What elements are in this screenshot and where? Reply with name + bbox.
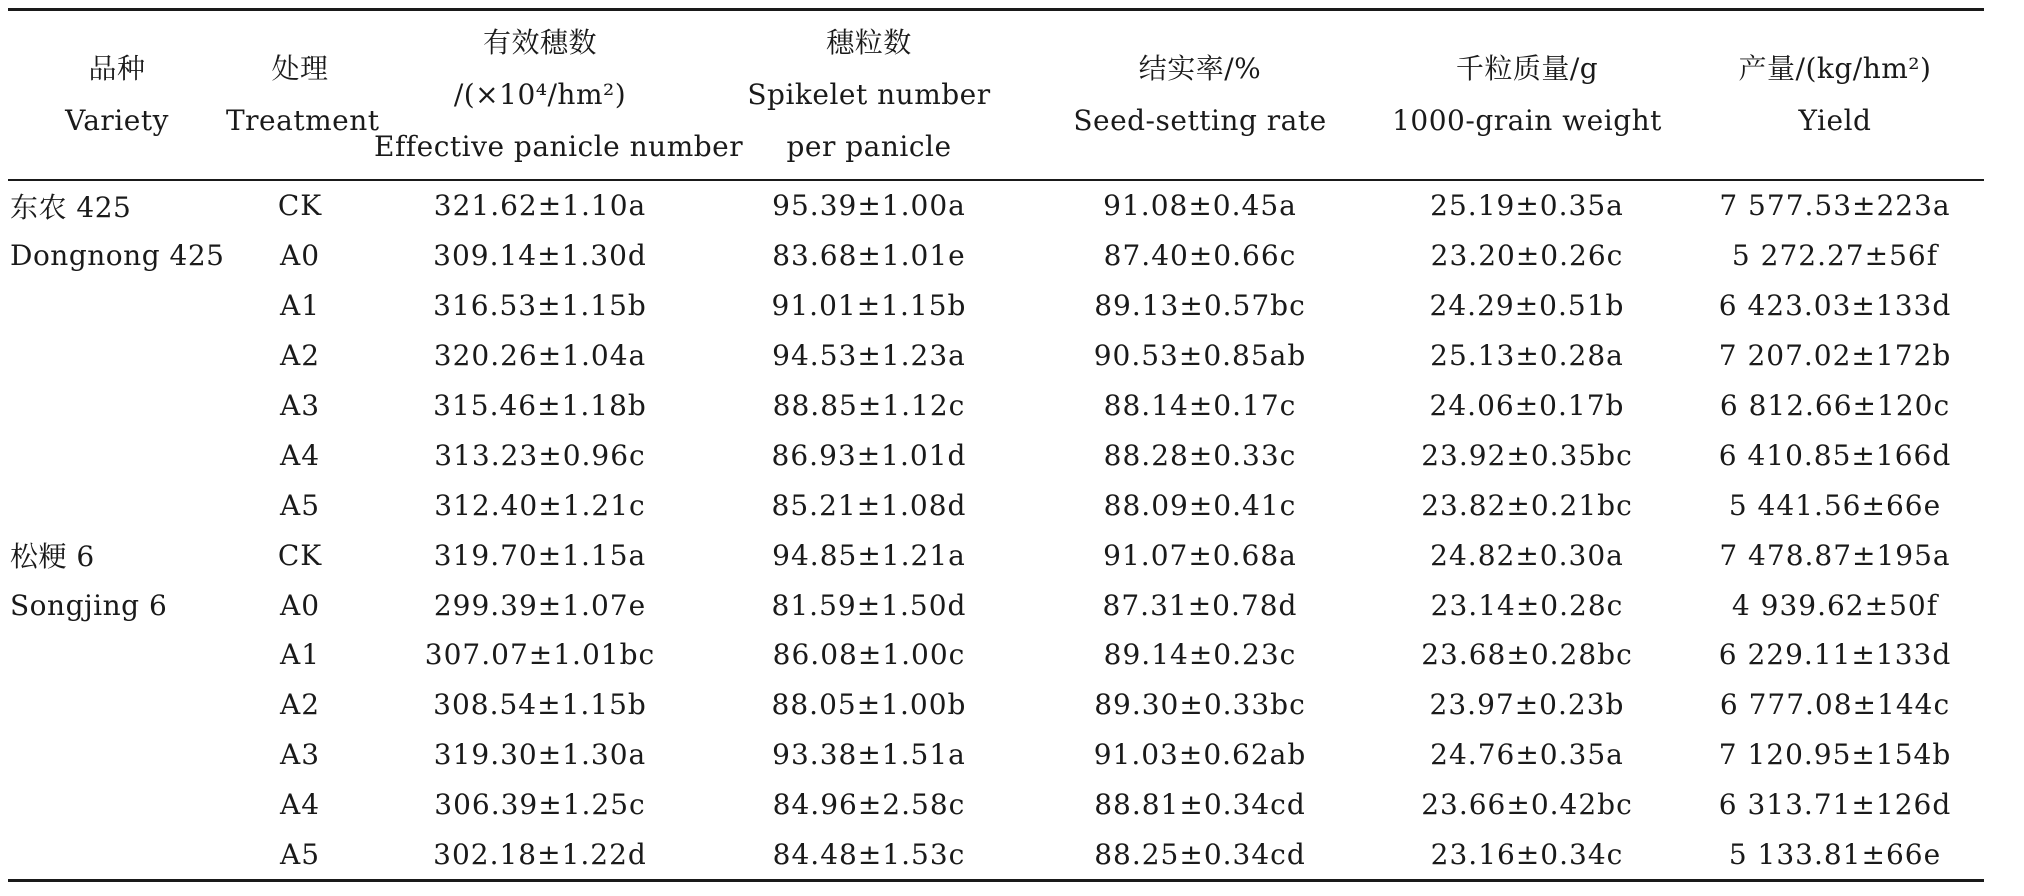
header-line: 1000-grain weight xyxy=(1392,104,1662,137)
cell-seed-setting: 87.31±0.78d xyxy=(1102,588,1298,622)
cell-spikelets: 84.96±2.58c xyxy=(772,788,966,822)
cell-treatment: A2 xyxy=(279,688,321,722)
cell-yield: 6 229.11±133d xyxy=(1718,638,1952,672)
table-row xyxy=(8,281,1984,331)
cell-treatment: A5 xyxy=(226,830,374,881)
table-header xyxy=(8,10,1984,181)
cell-yield: 6 812.66±120c xyxy=(1719,389,1951,422)
cell-treatment: A5 xyxy=(279,488,321,522)
cell-panicles: 320.26±1.04a xyxy=(433,339,647,373)
cell-panicles: 299.39±1.07e xyxy=(433,588,647,622)
table-row xyxy=(8,231,1984,281)
cell-grain-weight: 24.82±0.30a xyxy=(1430,538,1624,572)
cell-variety: 松粳 6 xyxy=(10,540,95,574)
cell-yield: 5 272.27±56f xyxy=(1731,239,1939,273)
cell-seed-setting: 91.08±0.45a xyxy=(1103,189,1297,223)
cell-spikelets: 91.01±1.15b xyxy=(771,289,967,323)
yield-components-table xyxy=(8,8,1984,882)
header-seed-setting-rate xyxy=(1032,10,1368,181)
cell-variety xyxy=(8,381,226,431)
cell-seed-setting: 88.09±0.41c xyxy=(1103,488,1297,522)
cell-spikelets: 95.39±1.00a xyxy=(772,189,966,223)
cell-panicles: 308.54±1.15b xyxy=(433,688,647,722)
cell-grain-weight: 23.92±0.35bc xyxy=(1421,438,1633,472)
cell-panicles: 306.39±1.25c xyxy=(434,788,646,822)
cell-yield: 6 410.85±166d xyxy=(1718,438,1952,472)
header-grain-weight xyxy=(1368,10,1686,181)
cell-panicles: 319.70±1.15a xyxy=(433,538,647,572)
cell-yield: 6 777.08±144c xyxy=(1719,688,1951,722)
cell-grain-weight: 24.76±0.35a xyxy=(1430,738,1624,772)
cell-variety xyxy=(8,630,226,680)
cell-variety xyxy=(8,480,226,530)
cell-yield: 6 423.03±133d xyxy=(1718,289,1952,323)
cell-seed-setting: 87.40±0.66c xyxy=(1103,239,1297,273)
cell-seed-setting: 89.13±0.57bc xyxy=(1094,289,1306,323)
cell-grain-weight: 23.16±0.34c xyxy=(1368,830,1686,881)
cell-grain-weight: 23.20±0.26c xyxy=(1430,239,1624,273)
table-row xyxy=(8,680,1984,730)
cell-yield: 7 120.95±154b xyxy=(1718,738,1952,772)
cell-spikelets: 84.48±1.53c xyxy=(706,830,1032,881)
cell-panicles: 307.07±1.01bc xyxy=(424,638,656,672)
table-row xyxy=(8,430,1984,480)
cell-seed-setting: 88.14±0.17c xyxy=(1103,389,1297,422)
header-line: 产量/(kg/hm²) xyxy=(1738,52,1932,85)
header-treatment xyxy=(226,10,380,181)
header-line: 处理 xyxy=(271,52,329,85)
table-row xyxy=(8,180,1984,231)
cell-spikelets: 86.08±1.00c xyxy=(772,638,966,672)
table-row xyxy=(8,530,1984,580)
header-row xyxy=(8,10,1984,181)
cell-panicles: 309.14±1.30d xyxy=(433,239,647,273)
header-effective-panicle-number xyxy=(374,10,744,181)
cell-seed-setting: 88.81±0.34cd xyxy=(1094,788,1306,822)
table-row xyxy=(8,480,1984,530)
header-line: /(×10⁴/hm²) xyxy=(453,78,627,111)
cell-seed-setting: 91.03±0.62ab xyxy=(1093,738,1307,772)
cell-variety xyxy=(8,780,226,830)
cell-variety: Songjing 6 xyxy=(10,588,168,622)
header-line: Treatment xyxy=(226,104,380,137)
header-spikelet-number xyxy=(706,10,1032,181)
cell-seed-setting: 90.53±0.85ab xyxy=(1093,339,1307,373)
cell-yield: 7 207.02±172b xyxy=(1718,339,1952,373)
header-line: 品种 xyxy=(88,52,146,85)
cell-variety: 东农 425 xyxy=(10,190,132,224)
cell-spikelets: 88.05±1.00b xyxy=(771,688,967,722)
table-row xyxy=(8,830,1984,881)
cell-spikelets: 93.38±1.51a xyxy=(772,738,966,772)
cell-yield: 4 939.62±50f xyxy=(1731,588,1939,622)
cell-treatment: A4 xyxy=(279,788,321,822)
cell-variety xyxy=(8,430,226,480)
header-line: Seed-setting rate xyxy=(1073,104,1327,137)
header-line: 千粒质量/g xyxy=(1455,52,1599,85)
cell-grain-weight: 25.13±0.28a xyxy=(1430,339,1624,373)
cell-panicles: 315.46±1.18b xyxy=(433,389,647,422)
header-line: Yield xyxy=(1798,104,1872,137)
cell-yield: 5 133.81±66e xyxy=(1686,830,1984,881)
header-line: 结实率/% xyxy=(1138,52,1262,85)
cell-spikelets: 83.68±1.01e xyxy=(772,239,966,273)
cell-grain-weight: 23.66±0.42bc xyxy=(1421,788,1633,822)
cell-panicles: 319.30±1.30a xyxy=(433,738,647,772)
cell-treatment: A3 xyxy=(279,389,321,422)
cell-treatment: A0 xyxy=(279,239,321,273)
header-line: Effective panicle number xyxy=(374,130,744,163)
cell-treatment: CK xyxy=(277,189,323,223)
cell-variety xyxy=(8,680,226,730)
cell-seed-setting: 89.30±0.33bc xyxy=(1094,688,1306,722)
header-variety xyxy=(8,10,226,181)
cell-seed-setting: 88.28±0.33c xyxy=(1103,438,1297,472)
cell-spikelets: 86.93±1.01d xyxy=(771,438,967,472)
table-body xyxy=(8,180,1984,881)
cell-grain-weight: 25.19±0.35a xyxy=(1430,189,1624,223)
cell-variety xyxy=(8,830,226,881)
cell-grain-weight: 23.14±0.28c xyxy=(1430,588,1624,622)
table-row xyxy=(8,381,1984,431)
cell-grain-weight: 23.68±0.28bc xyxy=(1421,638,1633,672)
cell-treatment: A4 xyxy=(279,438,321,472)
cell-grain-weight: 23.97±0.23b xyxy=(1429,688,1625,722)
header-line: 穗粒数 xyxy=(826,26,912,59)
cell-seed-setting: 89.14±0.23c xyxy=(1103,638,1297,672)
cell-variety xyxy=(8,281,226,331)
header-line: Spikelet number xyxy=(747,78,991,111)
cell-treatment: A1 xyxy=(279,638,321,672)
cell-spikelets: 94.85±1.21a xyxy=(772,538,966,572)
header-line: 有效穗数 xyxy=(482,26,597,59)
cell-panicles: 302.18±1.22d xyxy=(374,830,706,881)
table-row xyxy=(8,630,1984,680)
cell-spikelets: 81.59±1.50d xyxy=(771,588,967,622)
header-line: per panicle xyxy=(786,130,952,163)
cell-treatment: A0 xyxy=(279,588,321,622)
cell-variety: Dongnong 425 xyxy=(10,239,225,273)
cell-treatment: A2 xyxy=(279,339,321,373)
header-line: Variety xyxy=(65,104,169,137)
cell-panicles: 321.62±1.10a xyxy=(433,189,647,223)
cell-panicles: 313.23±0.96c xyxy=(434,438,646,472)
cell-spikelets: 94.53±1.23a xyxy=(772,339,966,373)
cell-yield: 7 577.53±223a xyxy=(1719,189,1951,223)
cell-grain-weight: 23.82±0.21bc xyxy=(1421,488,1633,522)
table-row xyxy=(8,580,1984,630)
cell-treatment: A1 xyxy=(279,289,321,323)
cell-treatment: A3 xyxy=(279,738,321,772)
header-yield xyxy=(1686,10,1984,181)
cell-yield: 7 478.87±195a xyxy=(1719,538,1951,572)
cell-grain-weight: 24.29±0.51b xyxy=(1429,289,1625,323)
cell-grain-weight: 24.06±0.17b xyxy=(1429,389,1625,422)
cell-panicles: 312.40±1.21c xyxy=(434,488,646,522)
cell-variety xyxy=(8,730,226,780)
cell-yield: 5 441.56±66e xyxy=(1728,488,1942,522)
cell-panicles: 316.53±1.15b xyxy=(433,289,647,323)
cell-spikelets: 88.85±1.12c xyxy=(772,389,966,422)
table-row xyxy=(8,730,1984,780)
table-row xyxy=(8,331,1984,381)
cell-seed-setting: 88.25±0.34cd xyxy=(1032,830,1368,881)
cell-seed-setting: 91.07±0.68a xyxy=(1103,538,1297,572)
cell-treatment: CK xyxy=(277,538,323,572)
cell-yield: 6 313.71±126d xyxy=(1718,788,1952,822)
cell-spikelets: 85.21±1.08d xyxy=(771,488,967,522)
table-row xyxy=(8,780,1984,830)
cell-variety xyxy=(8,331,226,381)
